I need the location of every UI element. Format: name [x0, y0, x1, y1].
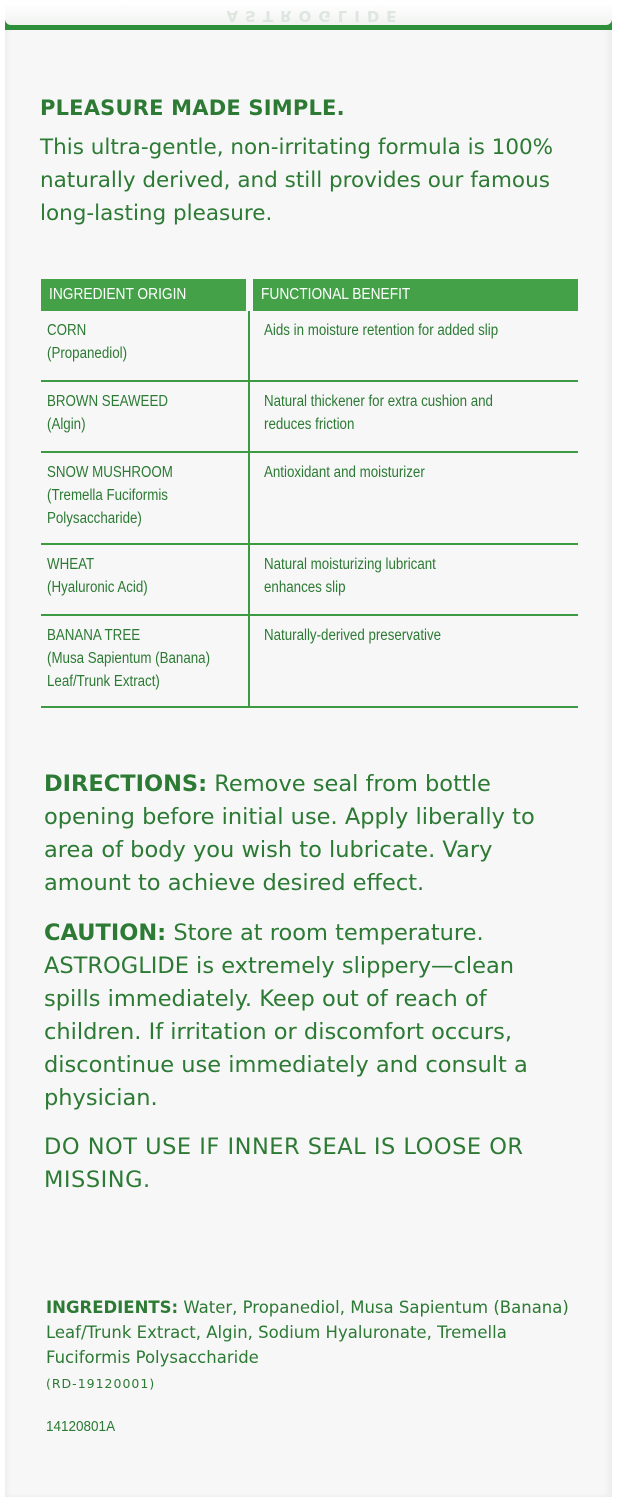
ingredient-table	[41, 279, 578, 708]
ingredient-origin-cell	[41, 615, 249, 707]
caution-paragraph	[44, 917, 554, 1115]
table-header-row	[41, 279, 578, 311]
origin-detail: (Propanediol)	[47, 345, 128, 362]
benefit-text: enhances slip	[264, 579, 346, 596]
table-row	[41, 615, 578, 707]
table-row	[41, 544, 578, 615]
benefit-text: Natural thickener for extra cushion and	[264, 393, 493, 410]
ingredient-origin-cell	[41, 311, 249, 381]
origin-detail: Polysaccharide)	[47, 510, 142, 527]
ingredient-origin-cell	[41, 381, 249, 452]
functional-benefit-cell	[249, 311, 578, 381]
ingredients-text: Water, Propanediol, Musa Sapientum (Banana) Leaf/Trunk Extract, Algin, Sodium Hyaluronate, Tremella Fuciformis Polysaccharide	[46, 1298, 569, 1367]
origin-name: BANANA TREE	[47, 627, 141, 644]
benefit-text: reduces friction	[264, 416, 355, 433]
ingredient-origin-cell	[41, 452, 249, 544]
header-ingredient-origin: INGREDIENT ORIGIN	[41, 279, 249, 311]
origin-detail: (Algin)	[47, 416, 86, 433]
benefit-text: Antioxidant and moisturizer	[264, 464, 425, 481]
ingredients-label: INGREDIENTS:	[46, 1298, 179, 1317]
header-functional-benefit: FUNCTIONAL BENEFIT	[249, 279, 578, 311]
origin-name: BROWN SEAWEED	[47, 393, 168, 410]
benefit-text: Aids in moisture retention for added slip	[264, 322, 499, 339]
directions-text: Remove seal from bottle opening before initial use. Apply liberally to area of body you wish to lubricate. Vary amount to achieve desired effect.	[44, 771, 535, 896]
origin-name: WHEAT	[47, 556, 95, 573]
origin-detail: (Hyaluronic Acid)	[47, 579, 148, 596]
origin-name: CORN	[47, 322, 87, 339]
seal-warning: DO NOT USE IF INNER SEAL IS LOOSE OR MISSING.	[44, 1134, 524, 1193]
brand-watermark: ASTROGLIDE	[226, 7, 404, 25]
top-flap-inner	[5, 3, 612, 25]
functional-benefit-cell	[249, 544, 578, 615]
functional-benefit-cell	[249, 615, 578, 707]
ingredient-origin-cell	[41, 544, 249, 615]
headline: PLEASURE MADE SIMPLE.	[40, 96, 345, 120]
top-flap	[5, 3, 612, 30]
batch-code: (RD-19120001)	[46, 1376, 156, 1391]
table-row	[41, 452, 578, 544]
ingredients-paragraph	[46, 1295, 571, 1370]
functional-benefit-cell	[249, 452, 578, 544]
benefit-text: Natural moisturizing lubricant	[264, 556, 436, 573]
origin-detail: Leaf/Trunk Extract)	[47, 673, 160, 690]
origin-name: SNOW MUSHROOM	[47, 464, 173, 481]
origin-detail: (Musa Sapientum (Banana)	[47, 650, 211, 667]
directions-label: DIRECTIONS:	[44, 771, 208, 797]
table-row	[41, 311, 578, 381]
functional-benefit-cell	[249, 381, 578, 452]
benefit-text: Naturally-derived preservative	[264, 627, 442, 644]
intro-text: This ultra-gentle, non-irritating formula is 100% naturally derived, and still provides our famous long-lasting pleasure.	[40, 135, 554, 226]
origin-detail: (Tremella Fuciformis	[47, 487, 168, 504]
product-code: 14120801A	[46, 1418, 116, 1435]
directions-paragraph	[44, 768, 554, 900]
caution-label: CAUTION:	[44, 920, 167, 946]
table-row	[41, 381, 578, 452]
caution-text: Store at room temperature. ASTROGLIDE is extremely slippery—clean spills immediately. Keep out of reach of children. If irritation or discomfort occurs, discontinue use immediately and consult a physician.	[44, 920, 528, 1111]
